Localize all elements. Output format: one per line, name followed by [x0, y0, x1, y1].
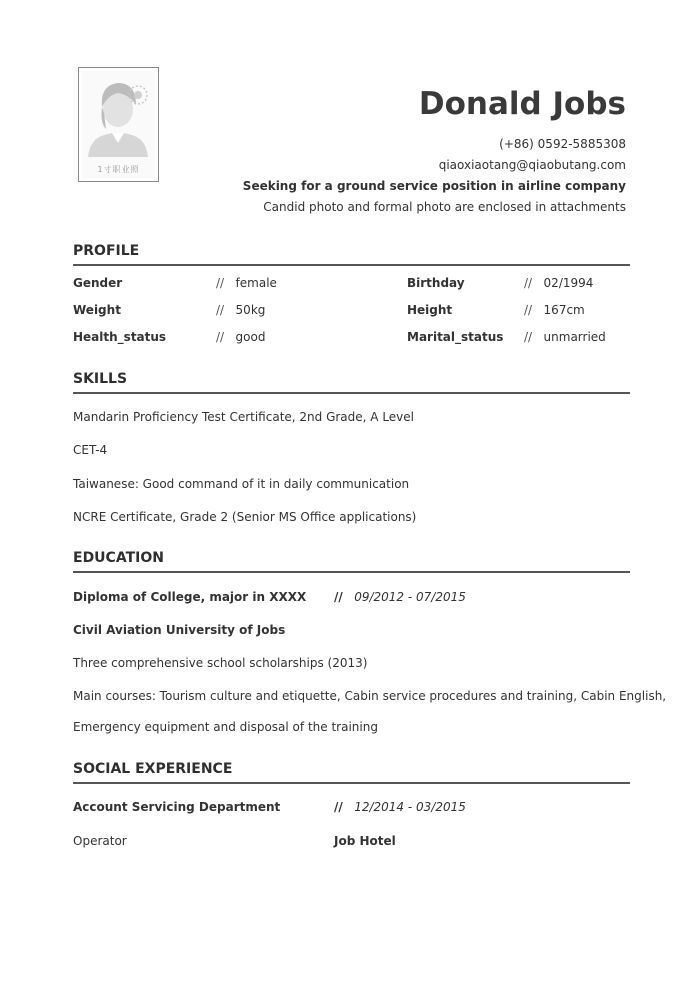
- profile-field-gender-value: [216, 275, 277, 291]
- avatar-placeholder: [82, 71, 155, 178]
- field-label: Height: [407, 303, 453, 317]
- education-period: [334, 589, 466, 605]
- profile-field-birthday-value: [524, 275, 593, 291]
- attachment-note: Candid photo and formal photo are enclosed in attachments: [263, 200, 626, 214]
- skills-section: [73, 369, 630, 394]
- education-honor: Three comprehensive school scholarships (2013): [73, 656, 368, 670]
- profile-field-health-value: [216, 329, 265, 345]
- profile-field-gender: [73, 275, 122, 291]
- skill-item: NCRE Certificate, Grade 2 (Senior MS Office applications): [73, 510, 417, 524]
- job-role: Operator: [73, 834, 127, 848]
- profile-field-weight: [73, 302, 121, 318]
- education-courses: Main courses: Tourism culture and etiquette, Cabin service procedures and training, Cabin English,: [73, 689, 667, 703]
- photo-caption: 1寸职业照: [97, 165, 140, 174]
- person-silhouette-icon: [82, 71, 155, 178]
- separator: //: [334, 800, 343, 814]
- organization-name: Job Hotel: [334, 834, 396, 848]
- skill-item: Mandarin Proficiency Test Certificate, 2nd Grade, A Level: [73, 410, 414, 424]
- profile-photo: [78, 67, 159, 182]
- separator: //: [524, 276, 533, 290]
- degree-title: Diploma of College, major in XXXX: [73, 590, 307, 604]
- skill-item: Taiwanese: Good command of it in daily communication: [73, 477, 410, 491]
- phone-number: (+86) 0592-5885308: [499, 137, 626, 151]
- separator: //: [524, 303, 533, 317]
- field-label: Marital_status: [407, 330, 504, 344]
- profile-field-height: [407, 302, 452, 318]
- field-value: unmarried: [543, 330, 606, 344]
- field-value: female: [235, 276, 277, 290]
- field-label: Weight: [73, 303, 121, 317]
- department-name: Account Servicing Department: [73, 800, 281, 814]
- field-value: 167cm: [543, 303, 585, 317]
- field-label: Gender: [73, 276, 123, 290]
- profile-field-weight-value: [216, 302, 265, 318]
- section-title-social: SOCIAL EXPERIENCE: [73, 759, 630, 784]
- separator: //: [216, 303, 225, 317]
- field-label: Health_status: [73, 330, 167, 344]
- separator: //: [216, 330, 225, 344]
- field-value: good: [235, 330, 266, 344]
- field-label: Birthday: [407, 276, 465, 290]
- field-value: 50kg: [235, 303, 266, 317]
- separator: //: [334, 590, 343, 604]
- profile-field-marital-value: [524, 329, 606, 345]
- resume-header: [243, 84, 626, 218]
- social-experience-section: [73, 759, 630, 784]
- career-objective: Seeking for a ground service position in airline company: [242, 179, 626, 193]
- section-title-skills: SKILLS: [73, 369, 630, 394]
- profile-field-health: [73, 329, 166, 345]
- period-text: 12/2014 - 03/2015: [354, 800, 466, 814]
- skill-item: CET-4: [73, 443, 108, 457]
- profile-field-marital: [407, 329, 503, 345]
- profile-field-birthday: [407, 275, 465, 291]
- section-title-education: EDUCATION: [73, 548, 630, 573]
- education-courses-cont: Emergency equipment and disposal of the training: [73, 720, 378, 734]
- social-period: [334, 799, 466, 815]
- separator: //: [524, 330, 533, 344]
- section-title-profile: PROFILE: [73, 241, 630, 266]
- separator: //: [216, 276, 225, 290]
- school-name: Civil Aviation University of Jobs: [73, 623, 286, 637]
- email-address: qiaoxiaotang@qiaobutang.com: [438, 158, 626, 172]
- education-section: [73, 548, 630, 573]
- candidate-name: Donald Jobs: [418, 86, 626, 122]
- profile-field-height-value: [524, 302, 585, 318]
- field-value: 02/1994: [543, 276, 594, 290]
- profile-section: [73, 241, 630, 266]
- period-text: 09/2012 - 07/2015: [354, 590, 466, 604]
